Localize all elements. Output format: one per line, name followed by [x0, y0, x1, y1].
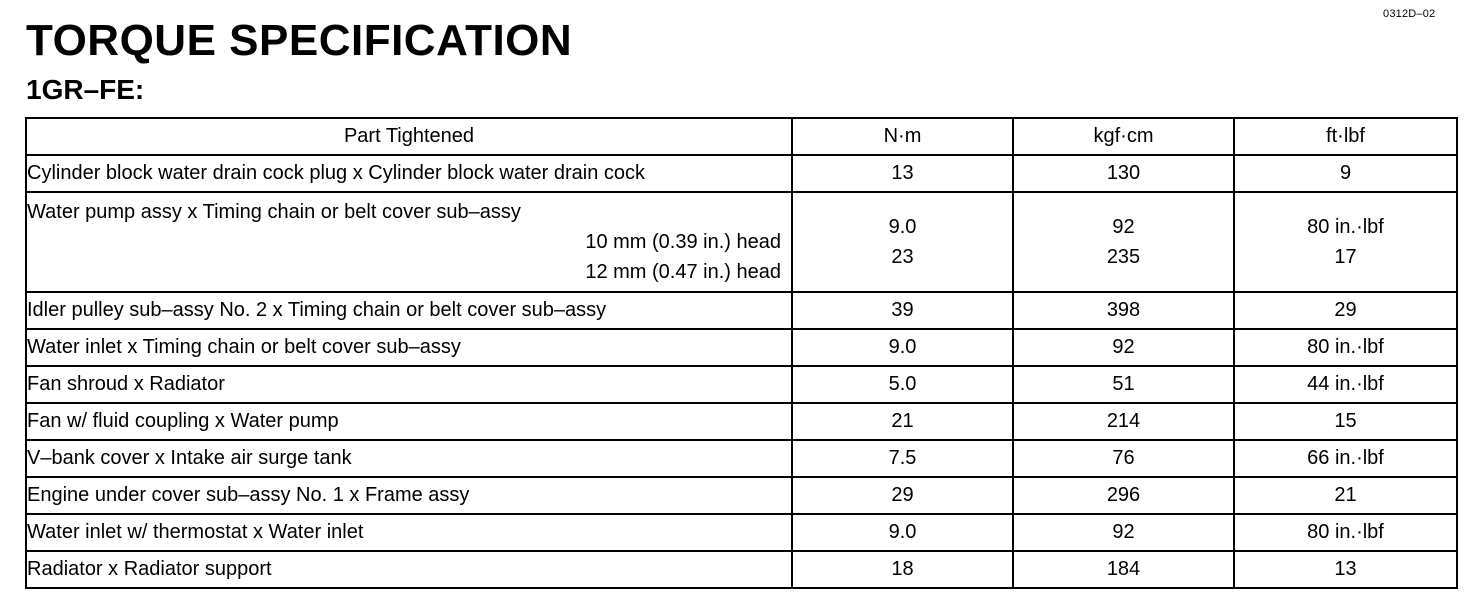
ftlbf-cell: 9: [1234, 155, 1457, 192]
header-ftlbf: ft·lbf: [1234, 118, 1457, 155]
part-cell: Water inlet w/ thermostat x Water inlet: [26, 514, 792, 551]
nm-value: 23: [891, 246, 914, 268]
ftlbf-cell: 13: [1234, 551, 1457, 588]
nm-cell: 29: [792, 477, 1013, 514]
ftlbf-cell: [1234, 192, 1457, 292]
nm-cell: 5.0: [792, 366, 1013, 403]
part-cell: [26, 192, 792, 292]
part-cell: V–bank cover x Intake air surge tank: [26, 440, 792, 477]
engine-subtitle: 1GR–FE:: [26, 74, 145, 105]
nm-cell: 21: [792, 403, 1013, 440]
ftlbf-cell: 29: [1234, 292, 1457, 329]
torque-table: [25, 117, 1458, 589]
ftlbf-cell: 66 in.·lbf: [1234, 440, 1457, 477]
part-cell: Engine under cover sub–assy No. 1 x Frame assy: [26, 477, 792, 514]
kgfcm-value: 92: [1112, 216, 1135, 238]
ftlbf-cell: 21: [1234, 477, 1457, 514]
table-row: [26, 192, 1457, 292]
part-cell: Idler pulley sub–assy No. 2 x Timing chain or belt cover sub–assy: [26, 292, 792, 329]
table-row: [26, 440, 1457, 477]
table-row: [26, 155, 1457, 192]
ftlbf-value: 17: [1334, 246, 1357, 268]
table-row: [26, 551, 1457, 588]
kgfcm-cell: [1013, 192, 1234, 292]
table-header-row: [26, 118, 1457, 155]
part-cell: Radiator x Radiator support: [26, 551, 792, 588]
nm-cell: 18: [792, 551, 1013, 588]
ftlbf-value: 80 in.·lbf: [1307, 216, 1384, 238]
nm-cell: [792, 192, 1013, 292]
kgfcm-cell: 51: [1013, 366, 1234, 403]
header-nm: N·m: [792, 118, 1013, 155]
table-row: [26, 329, 1457, 366]
nm-cell: 9.0: [792, 329, 1013, 366]
document-code: 0312D–02: [1383, 8, 1436, 20]
ftlbf-cell: 15: [1234, 403, 1457, 440]
nm-cell: 7.5: [792, 440, 1013, 477]
part-cell: Fan shroud x Radiator: [26, 366, 792, 403]
part-cell: Water inlet x Timing chain or belt cover sub–assy: [26, 329, 792, 366]
nm-cell: 13: [792, 155, 1013, 192]
table-row: [26, 292, 1457, 329]
ftlbf-cell: 80 in.·lbf: [1234, 329, 1457, 366]
header-kgfcm: kgf·cm: [1013, 118, 1234, 155]
kgfcm-cell: 398: [1013, 292, 1234, 329]
ftlbf-cell: 44 in.·lbf: [1234, 366, 1457, 403]
kgfcm-cell: 296: [1013, 477, 1234, 514]
kgfcm-cell: 92: [1013, 329, 1234, 366]
kgfcm-value: 235: [1106, 246, 1141, 268]
nm-value: 9.0: [888, 216, 917, 238]
table-row: [26, 477, 1457, 514]
nm-cell: 39: [792, 292, 1013, 329]
kgfcm-cell: 76: [1013, 440, 1234, 477]
part-main-label: Water pump assy x Timing chain or belt cover sub–assy: [27, 201, 521, 223]
kgfcm-cell: 92: [1013, 514, 1234, 551]
kgfcm-cell: 184: [1013, 551, 1234, 588]
part-cell: Cylinder block water drain cock plug x Cylinder block water drain cock: [26, 155, 792, 192]
table-row: [26, 366, 1457, 403]
header-part-tightened: Part Tightened: [26, 118, 792, 155]
part-cell: Fan w/ fluid coupling x Water pump: [26, 403, 792, 440]
table-row: [26, 514, 1457, 551]
kgfcm-cell: 130: [1013, 155, 1234, 192]
part-sub-label: 10 mm (0.39 in.) head: [585, 231, 781, 253]
table-row: [26, 403, 1457, 440]
ftlbf-cell: 80 in.·lbf: [1234, 514, 1457, 551]
nm-cell: 9.0: [792, 514, 1013, 551]
part-sub-label: 12 mm (0.47 in.) head: [585, 261, 781, 283]
kgfcm-cell: 214: [1013, 403, 1234, 440]
page-title: TORQUE SPECIFICATION: [26, 16, 573, 65]
